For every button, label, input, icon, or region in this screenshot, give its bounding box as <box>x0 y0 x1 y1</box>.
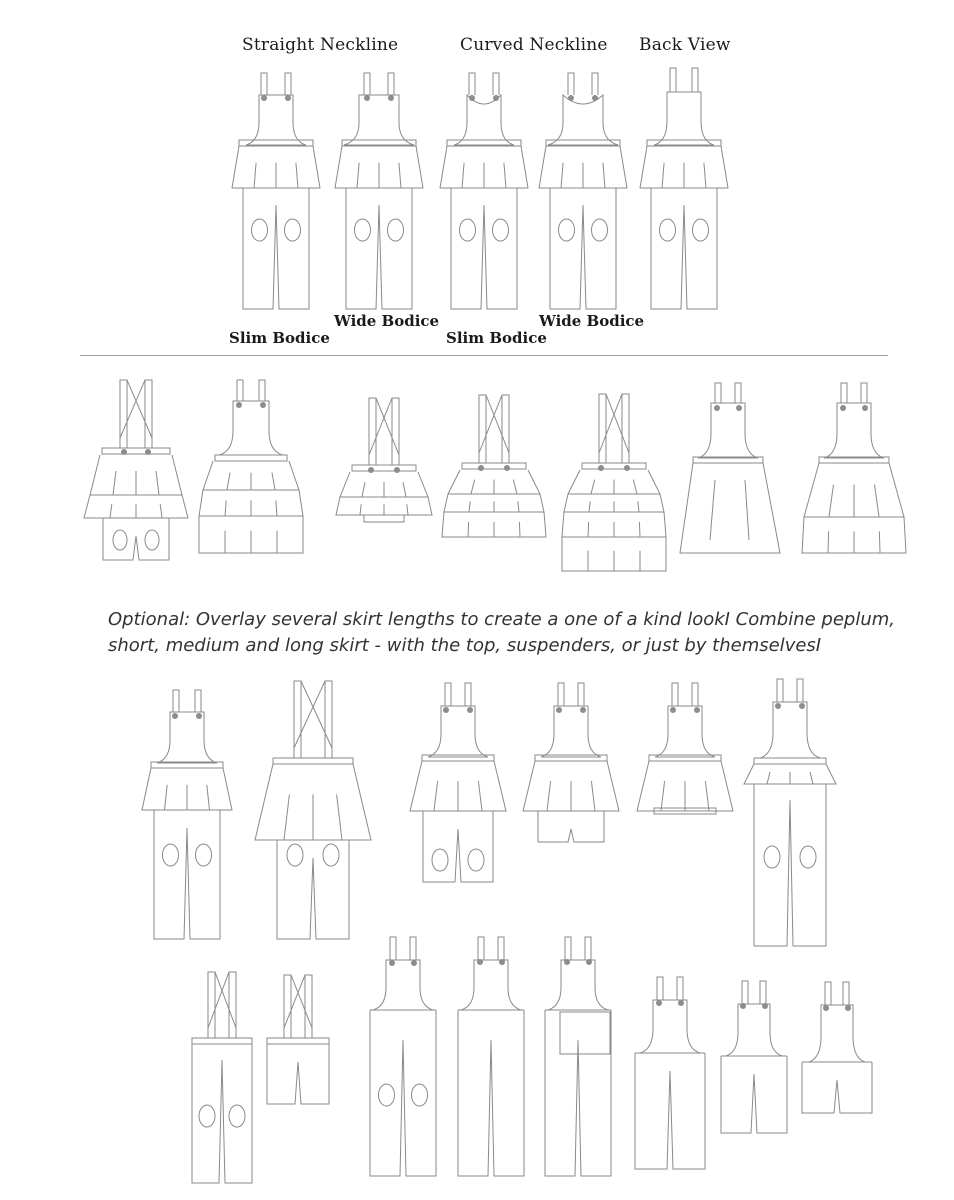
row2-item-1 <box>84 380 188 560</box>
header-back-view: Back View <box>639 35 731 55</box>
row2-item-2 <box>199 380 303 553</box>
row4-item-7 <box>721 981 787 1133</box>
row2-item-5 <box>562 394 666 571</box>
row4-item-1 <box>192 972 252 1183</box>
row1-overall-3 <box>440 73 528 309</box>
row2-item-4 <box>442 395 546 537</box>
row3-item-5 <box>637 683 733 814</box>
optional-note-line-1: Optional: Overlay several skirt lengths to create a one of a kind lookI Combine peplum, <box>108 609 896 630</box>
optional-note-line-2: short, medium and long skirt - with the top, suspenders, or just by themselvesI <box>108 635 822 656</box>
row4-item-8 <box>802 982 872 1113</box>
label-wide-bodice-curved: Wide Bodice <box>539 312 645 330</box>
row4-item-2 <box>267 975 329 1104</box>
row4-item-6 <box>635 977 705 1169</box>
row3-item-3 <box>410 683 506 882</box>
row4-item-4 <box>458 937 524 1176</box>
label-wide-bodice-straight: Wide Bodice <box>334 312 440 330</box>
row2-dress-2 <box>802 383 906 553</box>
row3-item-6 <box>744 679 836 946</box>
header-straight-neckline: Straight Neckline <box>242 35 399 55</box>
row2-item-3 <box>336 398 432 522</box>
label-slim-bodice-curved: Slim Bodice <box>446 329 547 347</box>
row4-item-5 <box>545 937 611 1176</box>
row3-item-1 <box>142 690 232 939</box>
row1-overall-1 <box>232 73 320 309</box>
header-curved-neckline: Curved Neckline <box>460 35 608 55</box>
label-slim-bodice-straight: Slim Bodice <box>229 329 330 347</box>
row1-back-view <box>640 68 728 309</box>
row4-item-3 <box>370 937 436 1176</box>
row3-item-4 <box>523 683 619 842</box>
row1-overall-2 <box>335 73 423 309</box>
row1-overall-4 <box>539 73 627 309</box>
row2-dress-1 <box>680 383 780 553</box>
row3-item-2 <box>255 681 371 939</box>
